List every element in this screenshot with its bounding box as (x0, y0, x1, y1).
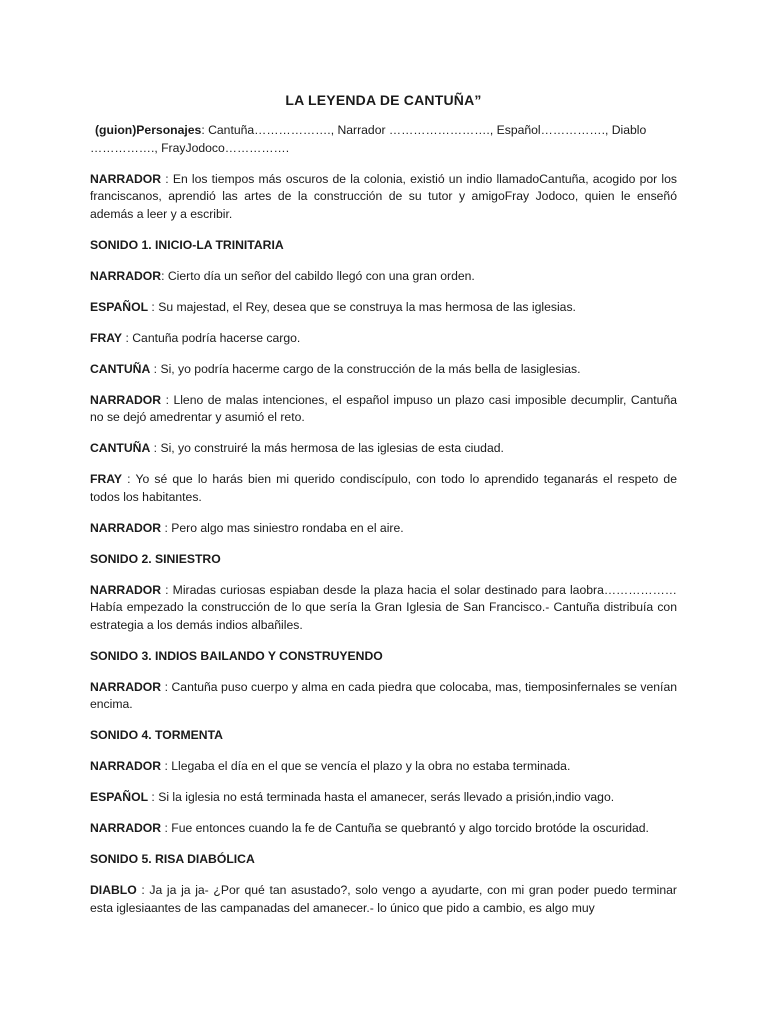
dialogue-line (90, 789, 677, 807)
dialogue-text: Cierto día un señor del cabildo llegó con una gran orden. (167, 268, 475, 283)
dialogue-text: Cantuña podría hacerse cargo. (132, 330, 301, 345)
speaker-name: NARRADOR (90, 268, 162, 283)
speaker-separator: : (161, 679, 172, 694)
speaker-name: NARRADOR (90, 582, 162, 597)
speaker-separator: : (150, 361, 161, 376)
dialogue-line (90, 582, 677, 635)
speaker-name: ESPAÑOL (90, 790, 149, 804)
dialogue-text: Si, yo podría hacerme cargo de la construcción de la más bella de lasiglesias. (160, 361, 581, 376)
dialogue-text: Llegaba el día en el que se vencía el plazo y la obra no estaba terminada. (171, 759, 571, 773)
dialogue-line (90, 882, 677, 917)
speaker-name: FRAY (90, 472, 123, 486)
dialogue-line (90, 171, 677, 224)
speaker-name: NARRADOR (90, 759, 162, 773)
dialogue-text: Ja ja ja ja- ¿Por qué tan asustado?, solo vengo a ayudarte, con mi gran poder puedo terminar esta iglesiaantes de las campanadas del amanecer.- lo único que pido a cambio, es algo muy (90, 883, 677, 915)
speaker-separator: : (161, 392, 174, 407)
dialogue-line (90, 299, 677, 317)
speaker-separator: : (122, 330, 133, 345)
dialogue-line (90, 520, 677, 538)
cast-text: : Cantuña………………., Narrador ……………………., Español……………., Diablo ……………., FrayJodoco……………. (90, 123, 647, 155)
sound-cue: SONIDO 3. INDIOS BAILANDO Y CONSTRUYENDO (90, 648, 383, 663)
dialogue-text: Pero algo mas siniestro rondaba en el aire. (171, 520, 404, 535)
document-title: LA LEYENDA DE CANTUÑA” (285, 92, 482, 108)
dialogue-text: Su majestad, el Rey, desea que se construya la mas hermosa de las iglesias. (158, 299, 576, 314)
dialogue-text: Si, yo construiré la más hermosa de las iglesias de esta ciudad. (160, 441, 504, 455)
speaker-name: CANTUÑA (90, 361, 151, 376)
dialogue-line (90, 440, 677, 458)
speaker-name: NARRADOR (90, 392, 162, 407)
speaker-separator: : (161, 582, 173, 597)
sound-cue: SONIDO 2. SINIESTRO (90, 551, 221, 566)
dialogue-line (90, 330, 677, 348)
dialogue-text: Lleno de malas intenciones, el español impuso un plazo casi imposible decumplir, Cantuña no se dejó amedrentar y asumió el reto. (90, 392, 677, 424)
dialogue-line (90, 758, 677, 776)
speaker-name: FRAY (90, 330, 123, 345)
dialogue-line (90, 679, 677, 714)
dialogue-text: Cantuña puso cuerpo y alma en cada piedra que colocaba, mas, tiemposinfernales se venían encima. (90, 679, 677, 711)
sound-cue: SONIDO 5. RISA DIABÓLICA (90, 852, 255, 866)
script-body (90, 171, 677, 918)
dialogue-text: Miradas curiosas espiaban desde la plaza hacia el solar destinado para laobra……………… Había empezado la construcción de lo que sería la Gran Iglesia de San Francisco.- Cantuña distribuía con estrategia a los demás indios albañiles. (90, 582, 677, 632)
speaker-name: NARRADOR (90, 520, 162, 535)
dialogue-text: En los tiempos más oscuros de la colonia, existió un indio llamadoCantuña, acogido por los franciscanos, aprendió las artes de la construcción de su tutor y amigoFray Jodoco, quien le enseñó además a leer y a escribir. (90, 171, 677, 221)
dialogue-line (90, 392, 677, 427)
speaker-separator: : (161, 171, 173, 186)
speaker-separator: : (161, 759, 172, 773)
speaker-separator: : (161, 821, 172, 835)
speaker-name: ESPAÑOL (90, 299, 149, 314)
dialogue-line (90, 820, 677, 838)
speaker-separator: : (161, 268, 168, 283)
dialogue-line (90, 268, 677, 286)
speaker-name: NARRADOR (90, 171, 162, 186)
speaker-name: DIABLO (90, 883, 137, 897)
dialogue-text: Yo sé que lo harás bien mi querido condiscípulo, con todo lo aprendido teganarás el respeto de todos los habitantes. (90, 472, 677, 504)
cast-list (90, 122, 677, 157)
speaker-name: NARRADOR (90, 679, 162, 694)
speaker-separator: : (150, 441, 161, 455)
dialogue-line (90, 471, 677, 506)
dialogue-text: Si la iglesia no está terminada hasta el amanecer, serás llevado a prisión,indio vago. (158, 790, 615, 804)
speaker-separator: : (136, 883, 150, 897)
cast-label: (guion)Personajes (95, 123, 202, 137)
speaker-separator: : (122, 472, 136, 486)
speaker-name: NARRADOR (90, 821, 162, 835)
dialogue-line (90, 361, 677, 379)
speaker-separator: : (148, 790, 159, 804)
document-page (90, 92, 677, 931)
dialogue-text: Fue entonces cuando la fe de Cantuña se quebrantó y algo torcido brotóde la oscuridad. (171, 821, 649, 835)
speaker-separator: : (148, 299, 159, 314)
sound-cue: SONIDO 1. INICIO-LA TRINITARIA (90, 237, 284, 252)
speaker-name: CANTUÑA (90, 441, 151, 455)
speaker-separator: : (161, 520, 172, 535)
sound-cue: SONIDO 4. TORMENTA (90, 728, 223, 742)
